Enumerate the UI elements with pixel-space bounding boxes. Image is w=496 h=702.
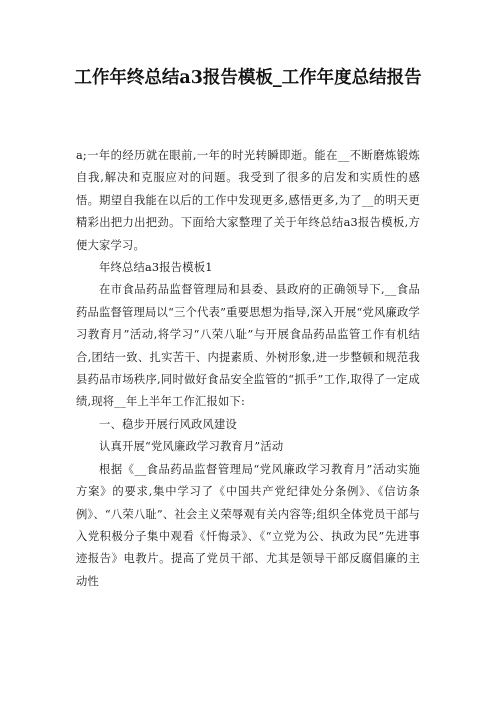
body-paragraph: 根据《__食品药品监督管理局“党风廉政学习教育月”活动实施方案》的要求,集中学习了《中国共产党纪律处分条例》、《信访条例》、“八荣八耻”、社会主义荣辱观有关内容等;组织全体党员干部与入党积极分子集中观看《忏悔录》、《“立党为公、执政为民”先进事迹报告》电教片。提高了党员干部、尤其是领导干部反腐倡廉的主动性 <box>76 462 420 588</box>
subsection-heading: 认真开展“党风廉政学习教育月”活动 <box>99 440 284 454</box>
section-heading: 年终总结a3报告模板1 <box>99 261 213 275</box>
document-title: 工作年终总结a3报告模板_工作年度总结报告 <box>74 68 422 88</box>
intro-paragraph: a;一年的经历就在眼前,一年的时光转瞬即逝。能在__不断磨炼锻炼自我,解决和克服应对的问题。我受到了很多的启发和实质性的感悟。期望自我能在以后的工作中发现更多,感悟更多,为了__的明天更精彩出把力出把劲。下面给大家整理了关于年终总结a3报告模板,方便大家学习。 <box>76 149 420 252</box>
body-paragraph: 在市食品药品监督管理局和县委、县政府的正确领导下,__食品药品监督管理局以“三个代表”重要思想为指导,深入开展“党风廉政学习教育月”活动,将学习“八荣八耻”与开展食品药品监管工作有机结合,团结一致、扎实苦干、内提素质、外树形象,进一步整顿和规范我县药品市场秩序,同时做好食品安全监管的“抓手”工作,取得了一定成绩,现将__年上半年工作汇报如下: <box>76 283 420 409</box>
section-heading: 一、稳步开展行风政风建设 <box>99 417 237 431</box>
document-body <box>76 145 420 593</box>
